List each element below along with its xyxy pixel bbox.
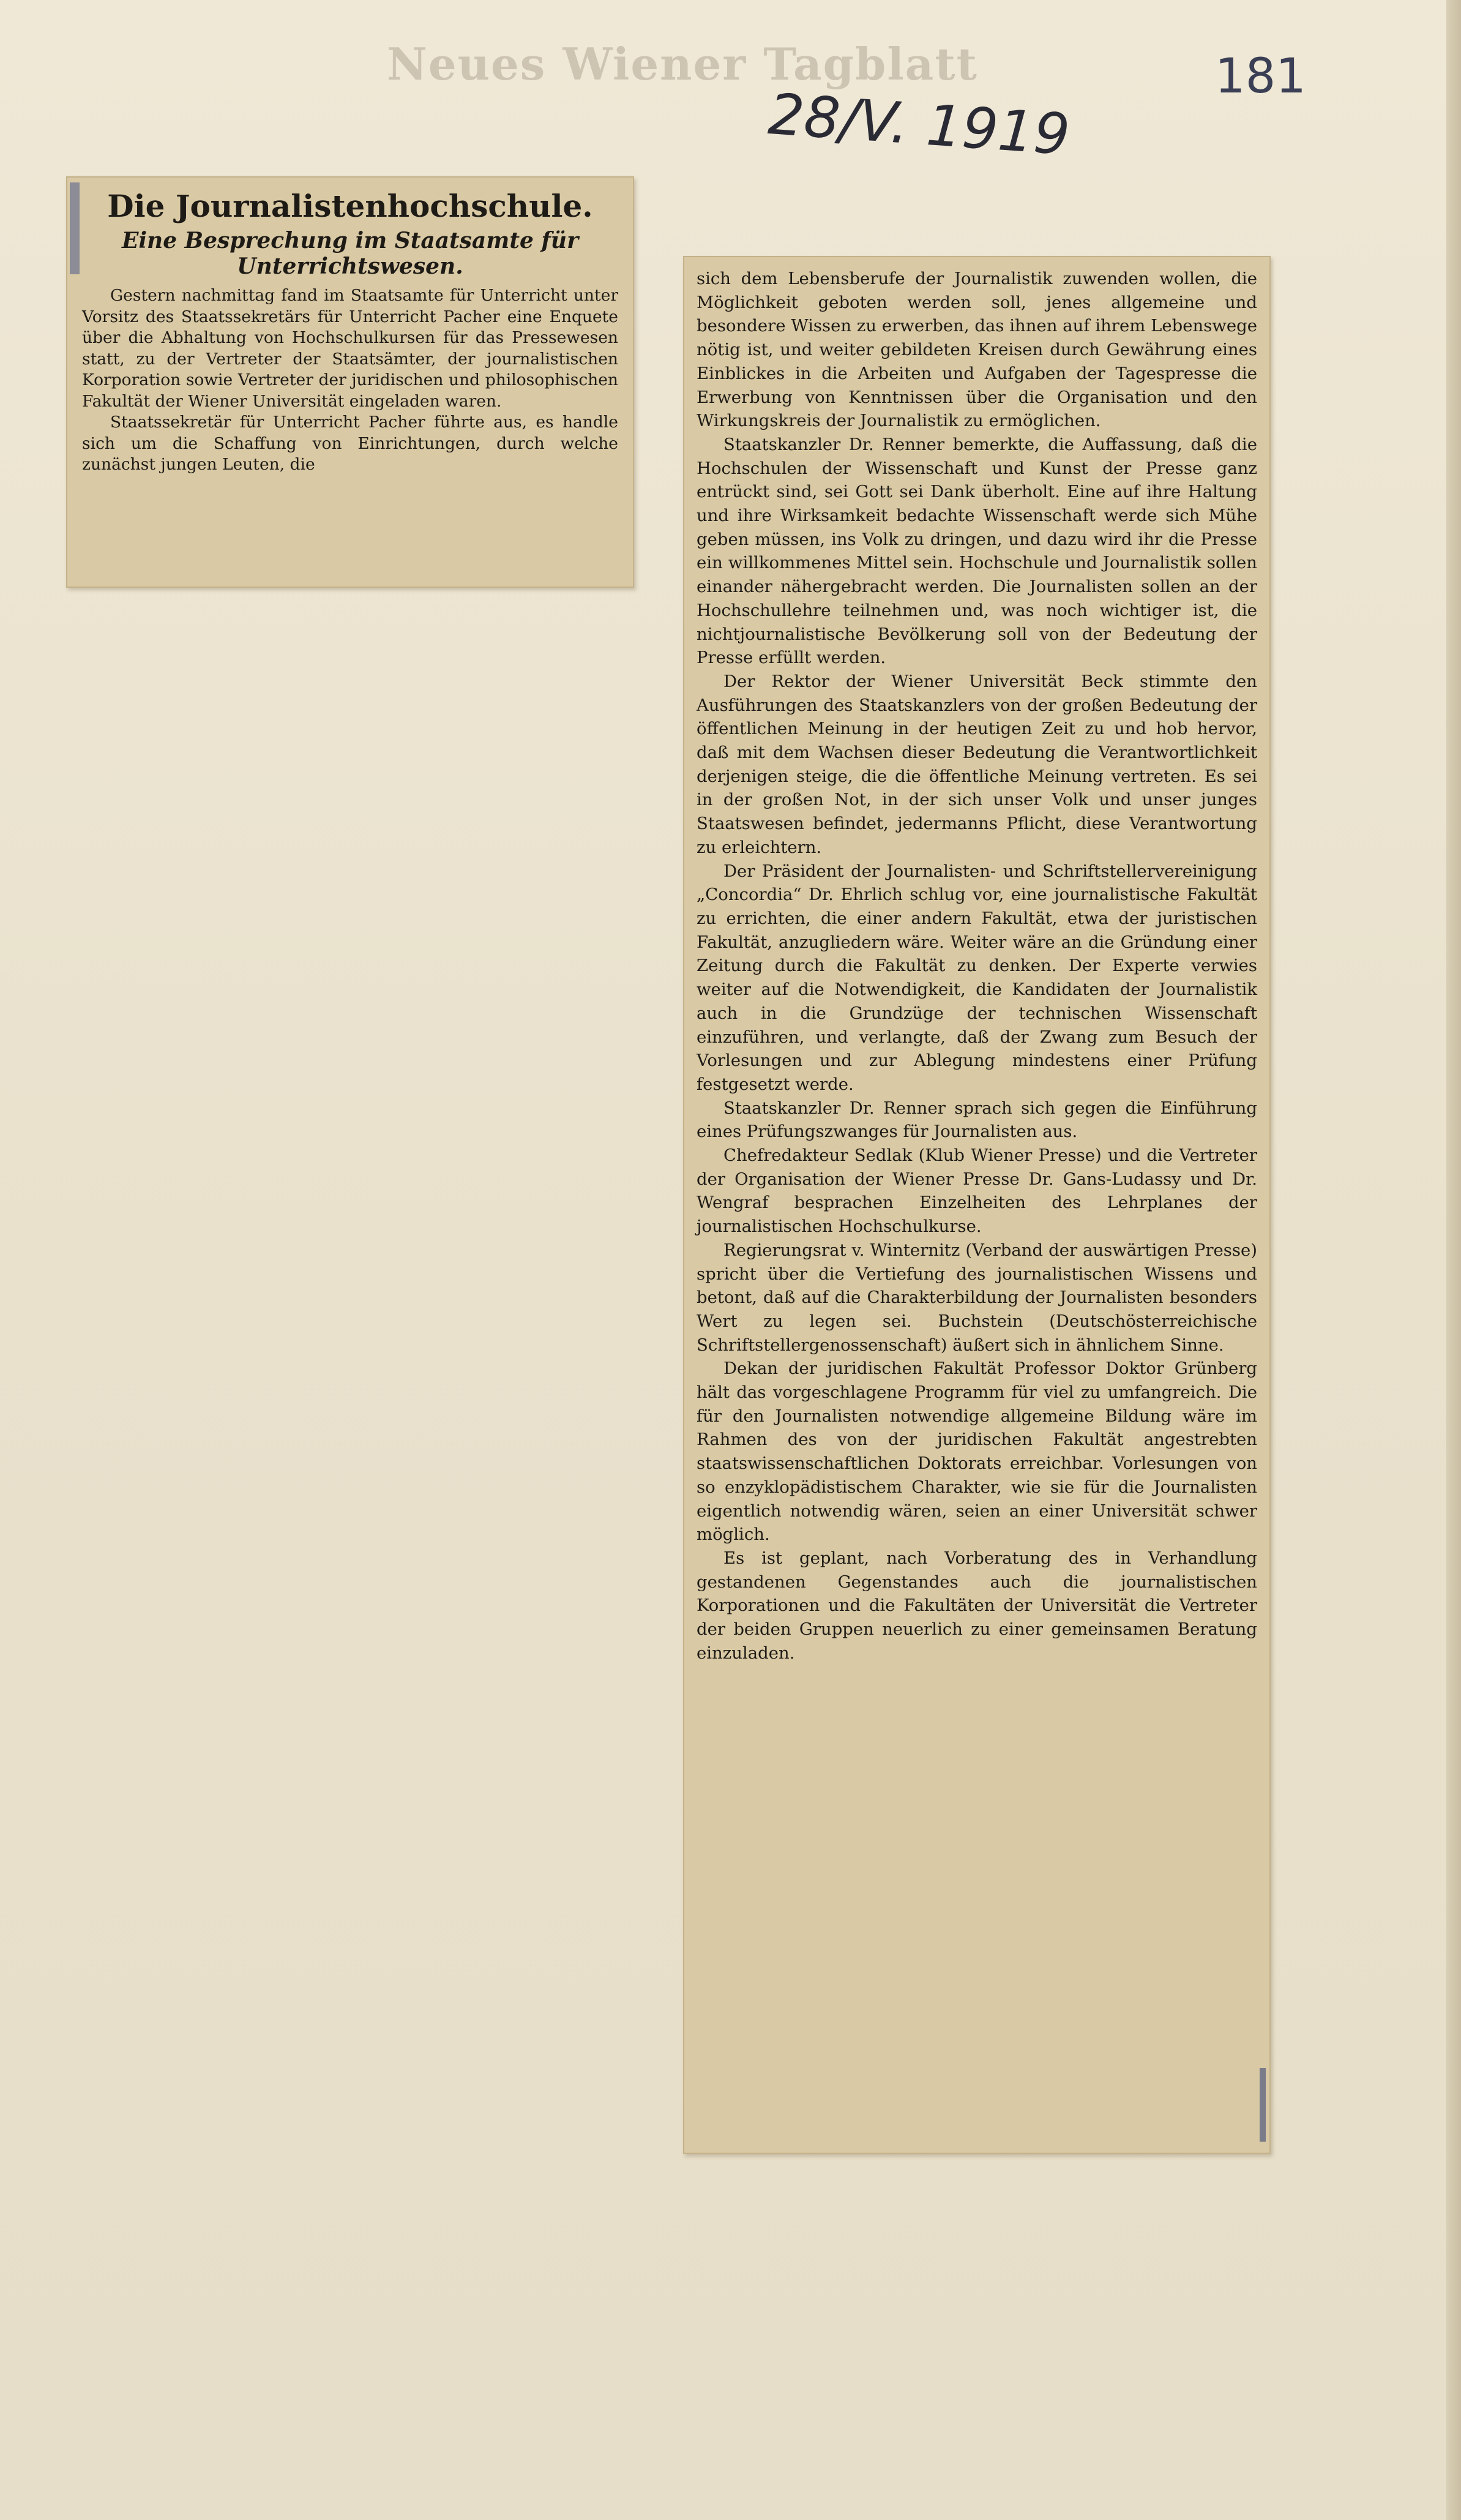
article-paragraph: Es ist geplant, nach Vorberatung des in Verhandlung gestandenen Gegenstandes auch die journalistischen Korporationen und die Fakultäten der Universität die Vertreter der beiden Gruppen neuerlich zu einer gemeinsamen Beratung einzuladen.: [697, 1548, 1257, 1663]
article-paragraph: Gestern nachmittag fand im Staatsamte für Unterricht unter Vorsitz des Staatssekretärs für Unterricht Pacher eine Enquete über die Abhaltung von Hochschulkursen für das Pressewesen statt, zu der Vertreter der Staatsämter, der journalistischen Korporation sowie Vertreter der juridischen und philosophischen Fakultät der Wiener Universität eingeladen waren.: [82, 286, 618, 411]
handwritten-date: 28/V. 1919: [766, 81, 1072, 168]
article-paragraph: Staatssekretär für Unterricht Pacher führte aus, es handle sich um die Schaffung von Einrichtungen, durch welche zunächst jungen Leuten, die: [82, 413, 618, 474]
article-paragraph: Staatskanzler Dr. Renner bemerkte, die Auffassung, daß die Hochschulen der Wissenschaft und Kunst der Presse ganz entrückt sind, sei Gott sei Dank überholt. Eine auf ihre Haltung und ihre Wirksamkeit bedachte Wissenschaft werde sich Mühe geben müssen, ins Volk zu dringen, und dazu wird ihr die Presse ein willkommenes Mittel sein. Hochschule und Journalistik sollen einander nähergebracht werden. Die Journalisten sollen an der Hochschullehre teilnehmen und, was noch wichtiger ist, die nichtjournalistische Bevölkerung soll von der Bedeutung der Presse erfüllt werden.: [697, 434, 1257, 668]
article-paragraph: Der Rektor der Wiener Universität Beck stimmte den Ausführungen des Staatskanzlers von der großen Bedeutung der öffentlichen Meinung in der heutigen Zeit zu und hob hervor, daß mit dem Wachsen dieser Bedeutung die Verantwortlichkeit derjenigen steige, die die öffentliche Meinung vertreten. Es sei in der großen Not, in der sich unser Volk und unser junges Staatswesen befindet, jedermanns Pflicht, diese Verantwortung zu erleichtern.: [697, 671, 1257, 857]
article-headline: Die Journalistenhochschule.: [107, 188, 593, 224]
sheet-edge: [1446, 0, 1461, 2520]
article-paragraph: Chefredakteur Sedlak (Klub Wiener Presse) und die Vertreter der Organisation der Wiener Presse Dr. Gans-Ludassy und Dr. Wengraf besprachen Einzelheiten des Lehrplanes der journalistischen Hochschulkurse.: [697, 1146, 1257, 1237]
article-paragraph: Der Präsident der Journalisten- und Schriftstellervereinigung „Concordia“ Dr. Ehrlich schlug vor, eine journalistische Fakultät zu errichten, die einer andern Fakultät, etwa der juristischen Fakultät, anzugliedern wäre. Weiter wäre an die Gründung einer Zeitung durch die Fakultät zu denken. Der Experte verwies weiter auf die Notwendigkeit, die Kandidaten der Journalistik auch in die Grundzüge der technischen Wissenschaft einzuführen, und verlangte, daß der Zwang zum Besuch der Vorlesungen und zur Ablegung mindestens einer Prüfung festgesetzt werde.: [697, 861, 1257, 1094]
article-paragraph: Staatskanzler Dr. Renner sprach sich gegen die Einführung eines Prüfungszwanges für Journalisten aus.: [697, 1098, 1257, 1142]
clipping-article-continuation: [683, 256, 1271, 2154]
masthead-stamp: Neues Wiener Tagblatt: [387, 38, 978, 90]
article-paragraph: Dekan der juridischen Fakultät Professor Doktor Grünberg hält das vorgeschlagene Programm für viel zu umfangreich. Die für den Journalisten notwendige allgemeine Bildung wäre im Rahmen des von der juridischen Fakultät angestrebten staatswissenschaftlichen Doktorats erreichbar. Vorlesungen von so enzyklopädistischem Charakter, wie sie für die Journalisten eigentlich notwendig wären, seien an einer Universität schwer möglich.: [697, 1359, 1257, 1545]
clipping-headline-article: [66, 176, 634, 588]
folio-number: 181: [1215, 49, 1306, 104]
margin-marker: [1260, 2068, 1266, 2142]
margin-marker: [70, 182, 80, 274]
article-subheadline: Eine Besprechung im Staatsamte für Unterrichtswesen.: [121, 228, 579, 279]
article-paragraph: Regierungsrat v. Winternitz (Verband der auswärtigen Presse) spricht über die Vertiefung des journalistischen Wissens und betont, daß auf die Charakterbildung der Journalisten besonders Wert zu legen sei. Buchstein (Deutschösterreichische Schriftstellergenossenschaft) äußert sich in ähnlichem Sinne.: [697, 1240, 1257, 1355]
article-paragraph: sich dem Lebensberufe der Journalistik zuwenden wollen, die Möglichkeit geboten werden soll, jenes allgemeine und besondere Wissen zu erwerben, das ihnen auf ihrem Lebenswege nötig ist, und weiter gebildeten Kreisen durch Gewährung eines Einblickes in die Arbeiten und Aufgaben der Tagespresse die Erwerbung von Kenntnissen über die Organisation und den Wirkungskreis der Journalistik zu ermöglichen.: [697, 269, 1257, 431]
